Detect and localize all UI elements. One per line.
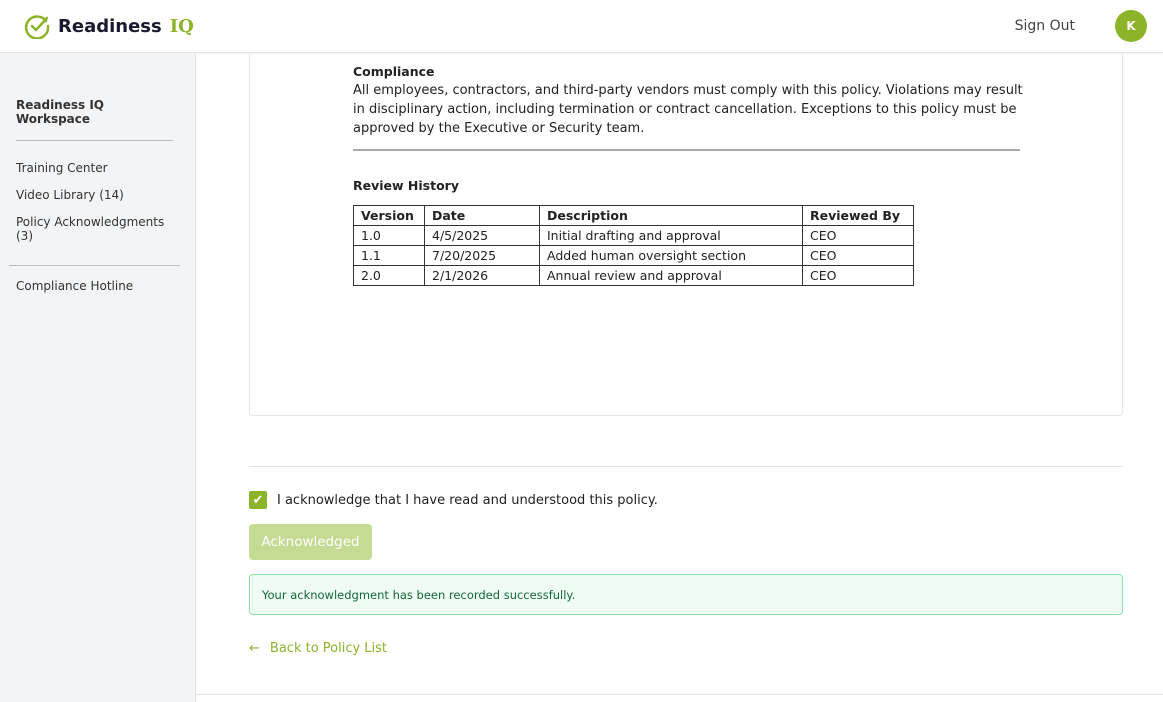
sidebar-item-training-center[interactable]: Training Center [16, 161, 108, 175]
success-alert: Your acknowledgment has been recorded successfully. [249, 574, 1123, 615]
policy-document[interactable] [249, 54, 1123, 416]
cell: CEO [803, 246, 914, 266]
arrow-left-icon: ← [249, 641, 260, 656]
avatar[interactable]: K [1115, 10, 1147, 42]
acknowledge-checkbox[interactable] [249, 491, 267, 509]
table-row [354, 246, 914, 266]
cell: 7/20/2025 [425, 246, 540, 266]
logo-accent: IQ [169, 15, 194, 37]
compliance-text: All employees, contractors, and third-party vendors must comply with this policy. Violations may result in disciplinary action, including termination or contract cancellation. Exceptions to this policy must be approved by the Executive or Security team. [353, 83, 1023, 136]
sidebar-item-video-library[interactable]: Video Library (14) [16, 188, 124, 202]
sidebar-item-compliance-hotline[interactable]: Compliance Hotline [16, 279, 134, 293]
cell: 4/5/2025 [425, 226, 540, 246]
table-row [354, 266, 914, 286]
cell: CEO [803, 226, 914, 246]
workspace-title: Readiness IQ Workspace [16, 98, 173, 141]
review-history-heading: Review History [353, 178, 459, 193]
header [0, 0, 1163, 53]
sidebar [0, 54, 196, 702]
acknowledge-label: I acknowledge that I have read and understood this policy. [277, 492, 658, 508]
cell: Added human oversight section [540, 246, 803, 266]
column-header: Description [540, 206, 803, 226]
divider [249, 466, 1123, 467]
acknowledged-button[interactable]: Acknowledged [249, 524, 372, 560]
cell: Annual review and approval [540, 266, 803, 286]
sign-out-link[interactable]: Sign Out [1014, 18, 1075, 34]
logo-text: Readiness [58, 15, 162, 37]
table-row [354, 226, 914, 246]
back-label: Back to Policy List [269, 641, 388, 656]
column-header: Reviewed By [803, 206, 914, 226]
cell: 2/1/2026 [425, 266, 540, 286]
cell: Initial drafting and approval [540, 226, 803, 246]
divider [353, 149, 1020, 151]
cell: 1.1 [354, 246, 425, 266]
cell: 2.0 [354, 266, 425, 286]
sidebar-item-policy-acknowledgments[interactable]: Policy Acknowledgments (3) [16, 215, 165, 243]
back-to-policy-list-link[interactable] [249, 641, 1123, 656]
check-icon: ✔ [252, 492, 264, 508]
main-content [249, 54, 1123, 656]
check-circle-icon [24, 13, 50, 39]
logo[interactable] [24, 13, 194, 39]
column-header: Version [354, 206, 425, 226]
footer-divider [196, 694, 1163, 695]
compliance-heading: Compliance [353, 64, 435, 79]
cell: CEO [803, 266, 914, 286]
column-header: Date [425, 206, 540, 226]
divider [9, 265, 180, 266]
cell: 1.0 [354, 226, 425, 246]
review-history-table [353, 205, 914, 286]
acknowledge-row[interactable] [249, 491, 1123, 509]
